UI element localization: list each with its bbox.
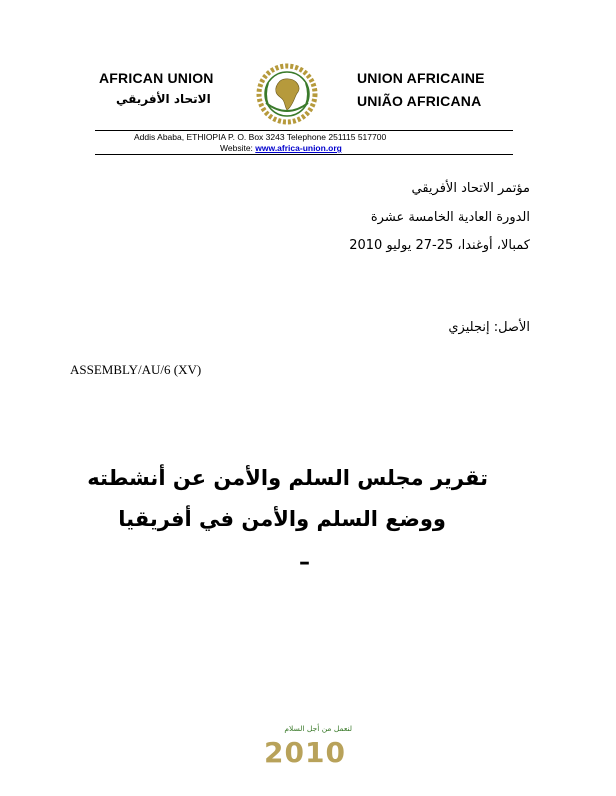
title-dash: – <box>299 550 310 575</box>
letterhead-bottom-rule <box>95 154 513 155</box>
letterhead-top-rule <box>95 130 513 131</box>
title-line-1: تقرير مجلس السلم والأمن عن أنشطته <box>87 466 488 490</box>
org-name-arabic: الاتحاد الأفريقي <box>116 92 211 106</box>
website-line <box>220 143 342 153</box>
org-name-french: UNION AFRICAINE <box>357 70 485 86</box>
african-union-emblem-icon <box>256 63 318 125</box>
document-reference: ASSEMBLY/AU/6 (XV) <box>70 362 202 377</box>
website-label: Website: <box>220 143 253 153</box>
org-name-english: AFRICAN UNION <box>99 70 214 86</box>
original-language: الأصل: إنجليزي <box>448 320 530 335</box>
session-location-date: كمبالا، أوغندا، 25-27 يوليو 2010 <box>349 238 530 253</box>
assembly-name: مؤتمر الاتحاد الأفريقي <box>411 181 530 196</box>
footer-year: 2010 <box>264 736 346 769</box>
session-name: الدورة العادية الخامسة عشرة <box>370 210 530 225</box>
org-name-portuguese: UNIÃO AFRICANA <box>357 93 482 109</box>
website-link[interactable]: www.africa-union.org <box>255 143 342 153</box>
footer-year-logo <box>262 724 354 772</box>
contact-line: Addis Ababa, ETHIOPIA P. O. Box 3243 Telephone 251115 517700 <box>134 132 387 142</box>
footer-slogan: لنعمل من أجل السلام <box>284 724 352 733</box>
title-line-2: ووضع السلم والأمن في أفريقيا <box>118 507 446 531</box>
